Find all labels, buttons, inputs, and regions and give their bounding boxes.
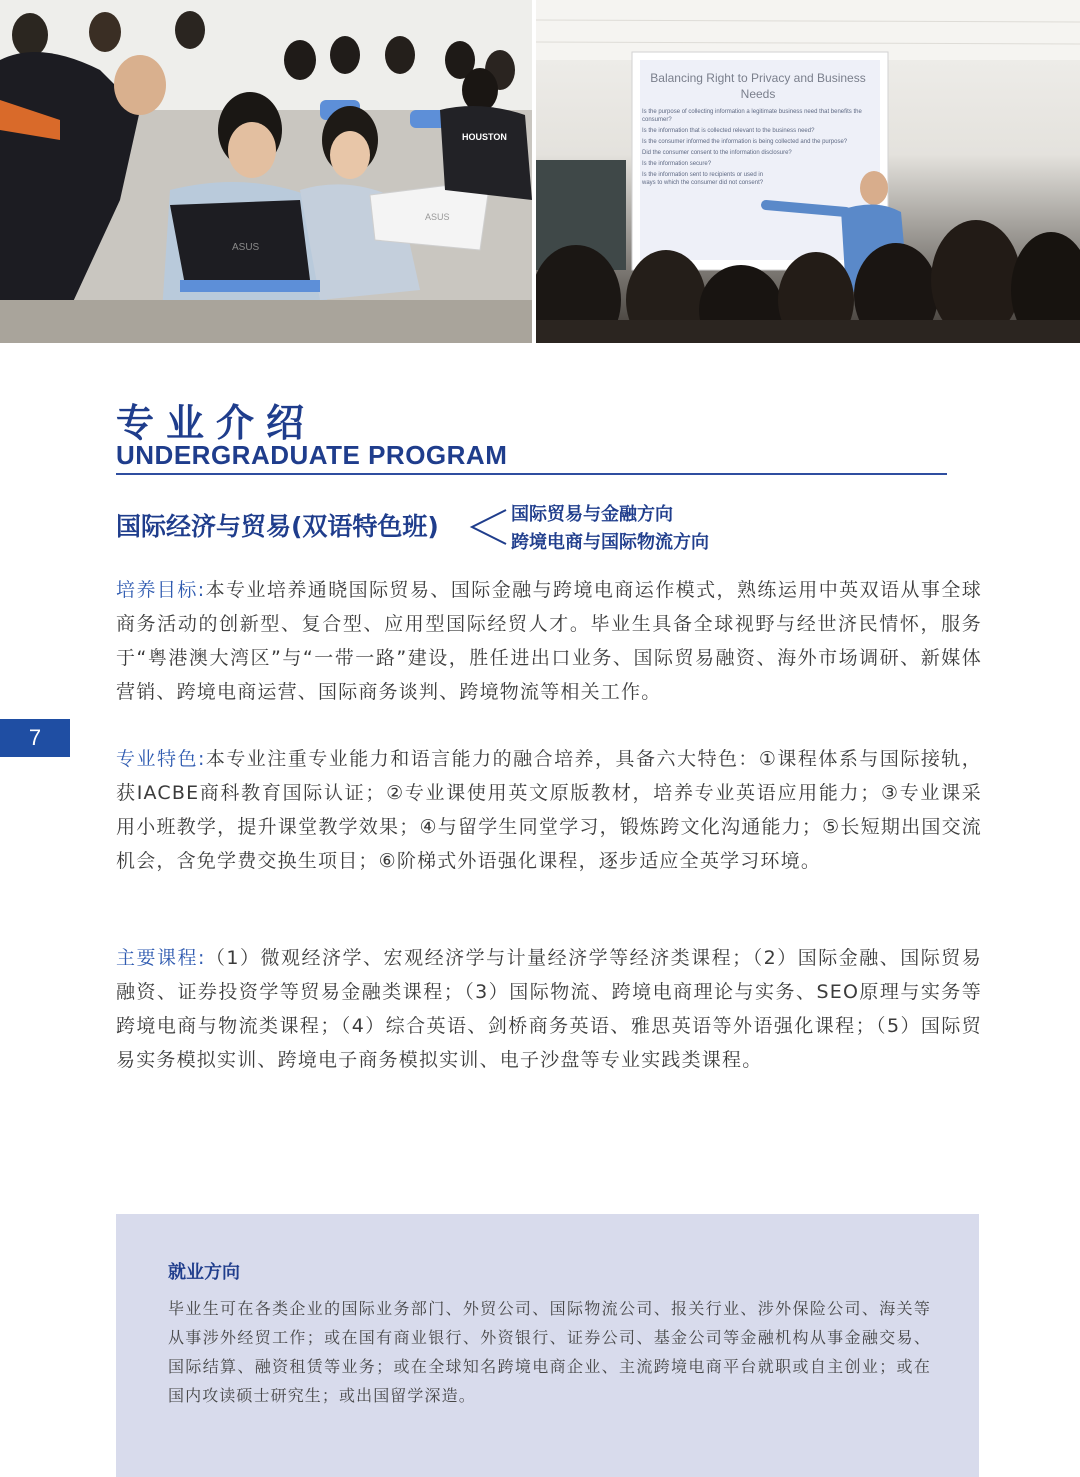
program-name: 国际经济与贸易(双语特色班) <box>116 512 439 541</box>
bracket-arrow-icon <box>468 506 508 548</box>
main-courses-paragraph <box>116 941 982 1077</box>
slide-bullet: Is the consumer informed the information is being collected and the purpose? <box>642 139 848 145</box>
slide-bullet: Did the consumer consent to the information disclosure? <box>642 150 792 156</box>
main-courses-label: 主要课程: <box>116 947 206 969</box>
slide-bullet: Is the purpose of collecting information a legitimate business need that benefits the consumer? <box>642 109 862 123</box>
laptop-brand-right: ASUS <box>425 212 450 222</box>
program-track-2: 跨境电商与国际物流方向 <box>511 532 709 553</box>
employment-box <box>116 1214 979 1477</box>
program-feature-text: 本专业注重专业能力和语言能力的融合培养，具备六大特色：①课程体系与国际接轨，获IACBE商科教育国际认证；②专业课使用英文原版教材，培养专业英语应用能力；③专业课采用小班教学，提升课堂教学效果；④与留学生同堂学习，锻炼跨文化沟通能力；⑤长短期出国交流机会，含免学费交换生项目；⑥阶梯式外语强化课程，逐步适应全英学习环境。 <box>116 748 982 872</box>
section-title-en: UNDERGRADUATE PROGRAM <box>116 440 508 470</box>
program-feature-paragraph <box>116 742 982 878</box>
training-goal-text: 本专业培养通晓国际贸易、国际金融与跨境电商运作模式，熟练运用中英双语从事全球商务活动的创新型、复合型、应用型国际经贸人才。毕业生具备全球视野与经世济民情怀，服务于“粤港澳大湾区”与“一带一路”建设，胜任进出口业务、国际贸易融资、海外市场调研、新媒体营销、跨境电商运营、国际商务谈判、跨境物流等相关工作。 <box>116 579 982 703</box>
slide-bullet: Is the information that is collected relevant to the business need? <box>642 128 815 134</box>
employment-title: 就业方向 <box>168 1262 240 1283</box>
section-title-cn: 专业介绍 <box>116 401 317 445</box>
lecture-photo-right <box>536 0 1080 343</box>
slide-bullet: Is the information secure? <box>642 161 712 167</box>
shirt-text: HOUSTON <box>462 132 507 142</box>
slide-title: Balancing Right to Privacy and Business Needs <box>650 71 866 101</box>
program-track-1: 国际贸易与金融方向 <box>511 504 673 525</box>
slide-content <box>642 70 874 187</box>
training-goal-label: 培养目标: <box>116 579 206 601</box>
classroom-illustration <box>0 0 532 343</box>
main-courses-text: （1）微观经济学、宏观经济学与计量经济学等经济类课程；（2）国际金融、国际贸易融资、证券投资学等贸易金融类课程；（3）国际物流、跨境电商理论与实务、SEO原理与实务等跨境电商与物流类课程；（4）综合英语、剑桥商务英语、雅思英语等外语强化课程；（5）国际贸易实务模拟实训、跨境电子商务模拟实训、电子沙盘等专业实践类课程。 <box>116 947 982 1071</box>
training-goal-paragraph <box>116 573 982 709</box>
title-divider <box>116 473 947 475</box>
page-number: 7 <box>0 719 70 757</box>
employment-text: 毕业生可在各类企业的国际业务部门、外贸公司、国际物流公司、报关行业、涉外保险公司、海关等从事涉外经贸工作；或在国有商业银行、外资银行、证券公司、基金公司等金融机构从事金融交易、国际结算、融资租赁等业务；或在全球知名跨境电商企业、主流跨境电商平台就职或自主创业；或在国内攻读硕士研究生；或出国留学深造。 <box>168 1299 931 1405</box>
classroom-photo-left <box>0 0 532 343</box>
program-feature-label: 专业特色: <box>116 748 206 770</box>
slide-bullet: Is the information sent to recipients or used in ways to which the consumer did not consent? <box>642 172 764 186</box>
laptop-brand-left: ASUS <box>232 242 260 253</box>
